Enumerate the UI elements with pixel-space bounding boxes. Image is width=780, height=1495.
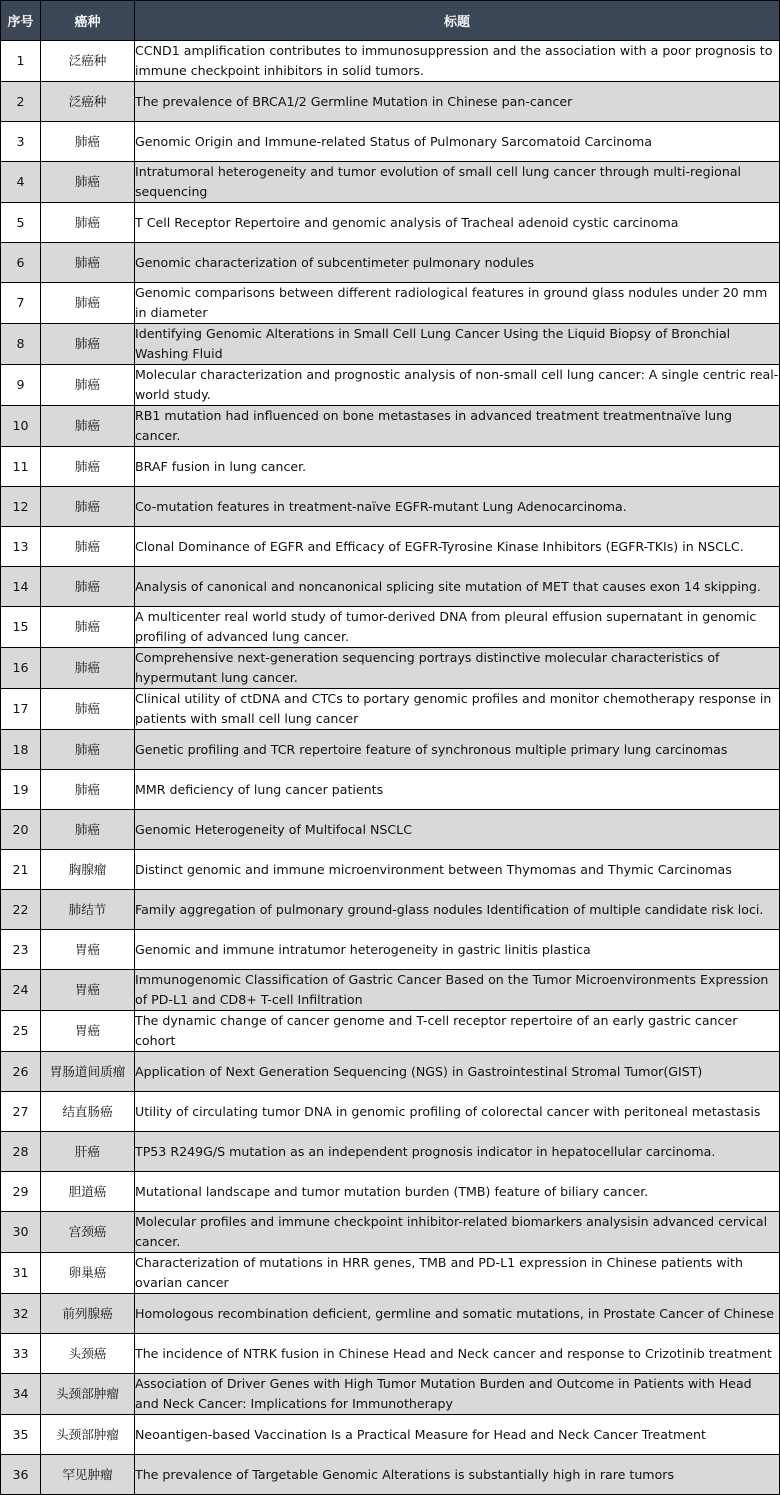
- row-title: Co-mutation features in treatment-naïve EGFR-mutant Lung Adenocarcinoma.: [135, 487, 780, 527]
- table-row: [1, 203, 780, 243]
- table-row: [1, 527, 780, 567]
- row-number: 8: [1, 324, 41, 365]
- row-title: Clonal Dominance of EGFR and Efficacy of EGFR-Tyrosine Kinase Inhibitors (EGFR-TKIs) in NSCLC.: [135, 527, 780, 567]
- table-row: [1, 1334, 780, 1374]
- row-cancer-type: 肺癌: [41, 730, 135, 770]
- table-row: [1, 1253, 780, 1294]
- row-title: Application of Next Generation Sequencing (NGS) in Gastrointestinal Stromal Tumor(GIST): [135, 1052, 780, 1092]
- row-number: 14: [1, 567, 41, 607]
- row-number: 23: [1, 930, 41, 970]
- row-title: Intratumoral heterogeneity and tumor evolution of small cell lung cancer through multi-regional sequencing: [135, 162, 780, 203]
- row-cancer-type: 肺癌: [41, 607, 135, 648]
- table-row: [1, 447, 780, 487]
- row-cancer-type: 肺癌: [41, 243, 135, 283]
- row-number: 10: [1, 406, 41, 447]
- row-number: 31: [1, 1253, 41, 1294]
- row-number: 22: [1, 890, 41, 930]
- row-number: 16: [1, 648, 41, 689]
- row-number: 19: [1, 770, 41, 810]
- row-title: Utility of circulating tumor DNA in genomic profiling of colorectal cancer with peritoneal metastasis: [135, 1092, 780, 1132]
- row-number: 3: [1, 122, 41, 162]
- table-row: [1, 648, 780, 689]
- row-title: Genetic profiling and TCR repertoire feature of synchronous multiple primary lung carcinomas: [135, 730, 780, 770]
- row-title: Homologous recombination deficient, germline and somatic mutations, in Prostate Cancer of Chinese: [135, 1294, 780, 1334]
- row-number: 6: [1, 243, 41, 283]
- row-title: A multicenter real world study of tumor-derived DNA from pleural effusion supernatant in genomic profiling of advanced lung cancer.: [135, 607, 780, 648]
- row-cancer-type: 头颈部肿瘤: [41, 1415, 135, 1455]
- header-title: 标题: [135, 1, 780, 41]
- table-row: [1, 1374, 780, 1415]
- row-title: Molecular profiles and immune checkpoint inhibitor-related biomarkers analysisin advanced cervical cancer.: [135, 1212, 780, 1253]
- row-number: 17: [1, 689, 41, 730]
- row-number: 32: [1, 1294, 41, 1334]
- row-number: 28: [1, 1132, 41, 1172]
- row-title: Genomic comparisons between different radiological features in ground glass nodules under 20 mm in diameter: [135, 283, 780, 324]
- table-row: [1, 1011, 780, 1052]
- row-number: 29: [1, 1172, 41, 1212]
- table-row: [1, 770, 780, 810]
- table-row: [1, 243, 780, 283]
- header-cancer-type: 癌种: [41, 1, 135, 41]
- table-row: [1, 810, 780, 850]
- row-title: Mutational landscape and tumor mutation burden (TMB) feature of biliary cancer.: [135, 1172, 780, 1212]
- table-row: [1, 1212, 780, 1253]
- table-row: [1, 607, 780, 648]
- row-cancer-type: 肺癌: [41, 283, 135, 324]
- row-cancer-type: 肺癌: [41, 648, 135, 689]
- row-title: TP53 R249G/S mutation as an independent prognosis indicator in hepatocellular carcinoma.: [135, 1132, 780, 1172]
- row-title: Distinct genomic and immune microenvironment between Thymomas and Thymic Carcinomas: [135, 850, 780, 890]
- row-title: Comprehensive next-generation sequencing portrays distinctive molecular characteristics of hypermutant lung cancer.: [135, 648, 780, 689]
- row-cancer-type: 肺癌: [41, 487, 135, 527]
- header-row: [1, 1, 780, 41]
- row-title: MMR deficiency of lung cancer patients: [135, 770, 780, 810]
- row-title: Clinical utility of ctDNA and CTCs to portary genomic profiles and monitor chemotherapy response in patients with small cell lung cancer: [135, 689, 780, 730]
- row-title: Molecular characterization and prognostic analysis of non-small cell lung cancer: A single centric real-world study.: [135, 365, 780, 406]
- row-cancer-type: 泛癌种: [41, 82, 135, 122]
- row-number: 13: [1, 527, 41, 567]
- header-number: 序号: [1, 1, 41, 41]
- row-number: 26: [1, 1052, 41, 1092]
- row-title: T Cell Receptor Repertoire and genomic analysis of Tracheal adenoid cystic carcinoma: [135, 203, 780, 243]
- table-row: [1, 41, 780, 82]
- table-row: [1, 689, 780, 730]
- table-row: [1, 1132, 780, 1172]
- row-cancer-type: 头颈癌: [41, 1334, 135, 1374]
- row-cancer-type: 宫颈癌: [41, 1212, 135, 1253]
- row-title: Association of Driver Genes with High Tumor Mutation Burden and Outcome in Patients with Head and Neck Cancer: Implications for Immunotherapy: [135, 1374, 780, 1415]
- row-number: 4: [1, 162, 41, 203]
- row-number: 18: [1, 730, 41, 770]
- row-cancer-type: 肺癌: [41, 162, 135, 203]
- row-cancer-type: 肺癌: [41, 122, 135, 162]
- table-row: [1, 406, 780, 447]
- row-cancer-type: 胃肠道间质瘤: [41, 1052, 135, 1092]
- table-row: [1, 1092, 780, 1132]
- table-header: [1, 1, 780, 41]
- row-cancer-type: 肺结节: [41, 890, 135, 930]
- row-title: Analysis of canonical and noncanonical splicing site mutation of MET that causes exon 14 skipping.: [135, 567, 780, 607]
- row-cancer-type: 肺癌: [41, 406, 135, 447]
- row-number: 33: [1, 1334, 41, 1374]
- row-cancer-type: 胆道癌: [41, 1172, 135, 1212]
- row-cancer-type: 肺癌: [41, 203, 135, 243]
- table-row: [1, 365, 780, 406]
- table-row: [1, 567, 780, 607]
- table-row: [1, 1052, 780, 1092]
- table-row: [1, 1294, 780, 1334]
- row-cancer-type: 肺癌: [41, 770, 135, 810]
- row-title: Genomic Origin and Immune-related Status of Pulmonary Sarcomatoid Carcinoma: [135, 122, 780, 162]
- table-row: [1, 1455, 780, 1495]
- row-cancer-type: 卵巢癌: [41, 1253, 135, 1294]
- table-row: [1, 850, 780, 890]
- row-cancer-type: 肺癌: [41, 527, 135, 567]
- table-row: [1, 122, 780, 162]
- row-title: Neoantigen-based Vaccination Is a Practical Measure for Head and Neck Cancer Treatment: [135, 1415, 780, 1455]
- row-number: 24: [1, 970, 41, 1011]
- row-title: Immunogenomic Classification of Gastric Cancer Based on the Tumor Microenvironments Expression of PD-L1 and CD8+ T-cell Infiltration: [135, 970, 780, 1011]
- row-number: 21: [1, 850, 41, 890]
- row-number: 27: [1, 1092, 41, 1132]
- row-cancer-type: 肺癌: [41, 689, 135, 730]
- row-cancer-type: 胃癌: [41, 930, 135, 970]
- row-cancer-type: 肺癌: [41, 365, 135, 406]
- row-cancer-type: 肺癌: [41, 324, 135, 365]
- row-title: Characterization of mutations in HRR genes, TMB and PD-L1 expression in Chinese patients with ovarian cancer: [135, 1253, 780, 1294]
- row-number: 2: [1, 82, 41, 122]
- row-number: 11: [1, 447, 41, 487]
- row-cancer-type: 胸腺瘤: [41, 850, 135, 890]
- row-number: 9: [1, 365, 41, 406]
- row-number: 30: [1, 1212, 41, 1253]
- row-title: Identifying Genomic Alterations in Small Cell Lung Cancer Using the Liquid Biopsy of Bronchial Washing Fluid: [135, 324, 780, 365]
- row-title: Genomic Heterogeneity of Multifocal NSCLC: [135, 810, 780, 850]
- row-number: 1: [1, 41, 41, 82]
- row-title: RB1 mutation had influenced on bone metastases in advanced treatment treatmentnaïve lung cancer.: [135, 406, 780, 447]
- table-row: [1, 283, 780, 324]
- table-row: [1, 890, 780, 930]
- row-number: 20: [1, 810, 41, 850]
- row-number: 34: [1, 1374, 41, 1415]
- row-cancer-type: 罕见肿瘤: [41, 1455, 135, 1495]
- table-row: [1, 970, 780, 1011]
- row-cancer-type: 肺癌: [41, 447, 135, 487]
- row-title: BRAF fusion in lung cancer.: [135, 447, 780, 487]
- row-cancer-type: 肝癌: [41, 1132, 135, 1172]
- row-title: The prevalence of Targetable Genomic Alterations is substantially high in rare tumors: [135, 1455, 780, 1495]
- table-row: [1, 1172, 780, 1212]
- table-row: [1, 730, 780, 770]
- row-number: 35: [1, 1415, 41, 1455]
- row-title: The dynamic change of cancer genome and T-cell receptor repertoire of an early gastric cancer cohort: [135, 1011, 780, 1052]
- table-row: [1, 82, 780, 122]
- row-title: Genomic characterization of subcentimeter pulmonary nodules: [135, 243, 780, 283]
- row-title: CCND1 amplification contributes to immunosuppression and the association with a poor prognosis to immune checkpoint inhibitors in solid tumors.: [135, 41, 780, 82]
- row-cancer-type: 泛癌种: [41, 41, 135, 82]
- row-number: 25: [1, 1011, 41, 1052]
- row-number: 12: [1, 487, 41, 527]
- row-title: Family aggregation of pulmonary ground-glass nodules Identification of multiple candidate risk loci.: [135, 890, 780, 930]
- row-cancer-type: 前列腺癌: [41, 1294, 135, 1334]
- table-row: [1, 162, 780, 203]
- table-body: [1, 41, 780, 1495]
- table-row: [1, 487, 780, 527]
- row-title: The prevalence of BRCA1/2 Germline Mutation in Chinese pan-cancer: [135, 82, 780, 122]
- row-number: 15: [1, 607, 41, 648]
- row-title: Genomic and immune intratumor heterogeneity in gastric linitis plastica: [135, 930, 780, 970]
- row-cancer-type: 胃癌: [41, 1011, 135, 1052]
- row-cancer-type: 头颈部肿瘤: [41, 1374, 135, 1415]
- row-number: 36: [1, 1455, 41, 1495]
- row-number: 7: [1, 283, 41, 324]
- table-row: [1, 930, 780, 970]
- row-cancer-type: 肺癌: [41, 810, 135, 850]
- row-cancer-type: 胃癌: [41, 970, 135, 1011]
- table-row: [1, 324, 780, 365]
- row-number: 5: [1, 203, 41, 243]
- row-title: The incidence of NTRK fusion in Chinese Head and Neck cancer and response to Crizotinib treatment: [135, 1334, 780, 1374]
- table-row: [1, 1415, 780, 1455]
- row-cancer-type: 结直肠癌: [41, 1092, 135, 1132]
- row-cancer-type: 肺癌: [41, 567, 135, 607]
